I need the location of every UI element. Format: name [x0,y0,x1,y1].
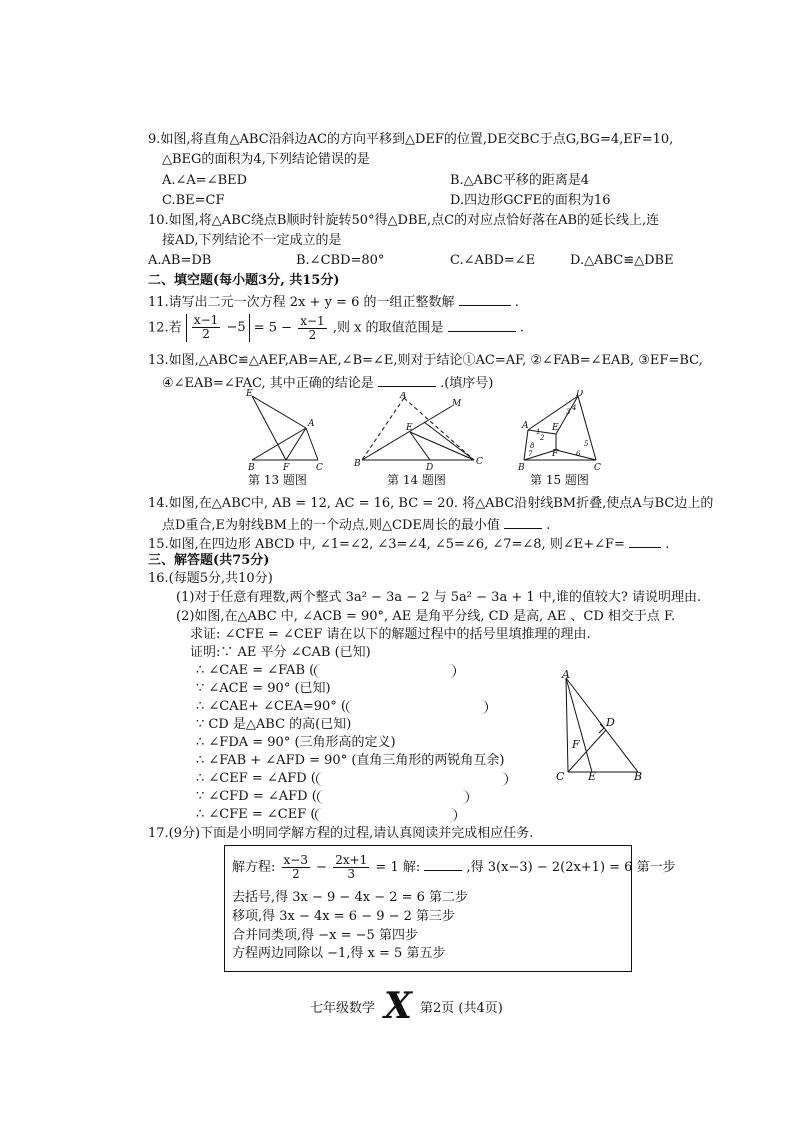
q17-step2: 去括号,得 3x − 9 − 4x − 2 = 6 第二步 [232,890,469,905]
fig14-label-c: C [476,457,483,467]
q16-prove: 求证: ∠CFE = ∠CEF 请在以下的解题过程中的括号里填推理的理由. [190,627,591,642]
q16-proof-line-4-text: ∴ ∠CAE+ ∠CEA=90° ( [196,699,347,714]
fig14-label-a: A [400,392,407,401]
fig14-label-b: B [354,459,361,469]
q17-d2: 3 [347,867,356,881]
q16-proof-line-4 [196,699,488,715]
q14-line2-text: 点D重合,E为射线BM上的一个动点,则△CDE周长的最小值 [162,518,500,533]
q12-fraction-2 [298,315,326,342]
q12-eq: = 5 − [253,320,293,336]
section-2-heading: 二、填空题(每小题3分, 共15分) [148,273,340,288]
figure-13 [240,388,340,472]
q12-minus5: −5 [226,320,246,335]
fig15-label-a: A [522,421,529,431]
figure-15-caption: 第 15 题图 [530,473,589,487]
fig13-label-a: A [308,419,315,429]
q15 [148,535,669,553]
fig15-angle-4: 4 [572,404,577,412]
q16-proof-line-7: ∴ ∠FAB + ∠AFD = 90° (直角三角形的两锐角互余) [196,753,505,768]
q10-option-a: A.AB=DB [148,253,212,268]
q17-step3: 移项,得 3x − 4x = 6 − 9 − 2 第三步 [232,909,456,924]
q13-answer-blank[interactable] [378,374,436,387]
q10-option-b: B.∠CBD=80° [296,253,385,268]
q15-text: 15.如图,在四边形 ABCD 中, ∠1=∠2, ∠3=∠4, ∠5=∠6, ∠7=∠8, 则∠E+∠F= [148,537,625,552]
q16-head: 16.(每题5分,共10分) [148,571,273,586]
q16-reason-blank-1[interactable] [314,664,456,678]
q16-part2: (2)如图,在△ABC 中, ∠ACB = 90°, AE 是角平分线, CD 是高, AE 、CD 相交于点 F. [176,609,676,624]
q14-line2 [162,516,550,534]
q17-step1-mid: = 1 解: [375,860,421,875]
q16-reason-blank-3[interactable] [316,772,508,786]
q9-option-c: C.BE=CF [162,193,225,208]
figure-16 [552,668,652,784]
q9-option-d: D.四边形GCFE的面积为16 [450,193,611,208]
q16-reason-blank-2[interactable] [346,700,488,714]
q16-proof-line-9-text: ∵ ∠CFD = ∠AFD ( [196,789,317,804]
section-3-heading: 三、解答题(共75分) [148,553,270,568]
q17-head: 17.(9分)下面是小明同学解方程的过程,请认真阅读并完成相应任务. [148,826,534,841]
q12-answer-blank[interactable] [448,319,516,332]
fig15-angle-6: 6 [576,450,581,458]
footer-page-number: 第2页 (共4页) [420,1001,503,1016]
q13-line2-text: ④∠EAB=∠FAC, 其中正确的结论是 [162,376,374,391]
q12-pre: 12.若 [148,320,182,336]
q12-den2: 2 [308,327,317,342]
fig15-label-c: C [594,463,601,472]
q17-minus: − [316,860,328,875]
figure-13-caption: 第 13 题图 [248,473,307,487]
q16-reason-blank-5[interactable] [315,808,457,822]
fig15-angle-2: 2 [540,434,545,442]
fig16-label-d: D [606,716,615,729]
q16-proof-line-9 [196,789,469,805]
q17-d1: 2 [291,867,300,881]
q12-den1: 2 [202,327,210,341]
fig14-label-d: D [426,463,434,472]
q17-fraction-1 [282,854,310,881]
q11-text: 11.请写出二元一次方程 2x + y = 6 的一组正整数解 [148,295,455,310]
q16-proof-line-2-text: ∴ ∠CAE = ∠FAB ( [196,663,315,678]
q12-fraction-1 [192,314,220,341]
q15-answer-blank[interactable] [629,535,661,548]
q16-part1: (1)对于任意有理数,两个整式 3a² − 3a − 2 与 5a² − 3a + 1 中,谁的值较大? 请说明理由. [176,590,702,605]
figure-15 [516,390,612,472]
q16-proof-line-1: 证明:∵ AE 平分 ∠CAB (已知) [190,645,371,660]
fig13-label-b: B [248,463,255,472]
q12-abs-value [186,314,250,342]
fig14-label-m: M [452,399,462,409]
q16-proof-line-6: ∴ ∠FDA = 90° (三角形高的定义) [196,735,396,750]
q17-n2: 2x+1 [335,853,368,867]
q9-stem-line2: △BEG的面积为4,下列结论错误的是 [162,152,370,167]
q17-step4: 合并同类项,得 −x = −5 第四步 [232,928,418,943]
q10-option-c: C.∠ABD=∠E [450,253,536,268]
fig15-label-d: D [576,390,584,399]
q16-proof-line-8 [196,771,508,787]
fig16-label-e: E [588,770,597,783]
q16-proof-line-8-text: ∴ ∠CEF = ∠AFD ( [196,771,316,786]
fig16-label-c: C [556,770,565,783]
q17-fraction-2 [333,854,369,881]
q12-end: . [519,320,524,336]
fig16-label-f: F [572,738,580,751]
q11-end: . [514,295,519,310]
q10-stem-line2: 接AD,下列结论不一定成立的是 [162,233,342,248]
fig15-label-b: B [518,463,525,472]
q17-step1-pre: 解方程: [232,860,276,875]
q17-step5: 方程两边同除以 −1,得 x = 5 第五步 [232,946,446,961]
fig15-angle-1: 1 [536,428,541,436]
fig15-angle-3: 3 [566,408,571,416]
fig15-angle-8: 8 [530,442,535,450]
fig15-angle-5: 5 [584,440,589,448]
q12-num1: x−1 [193,313,219,327]
fig16-label-b: B [634,770,643,783]
fig16-label-a: A [562,668,570,681]
footer-left: 七年级数学 [310,1001,376,1016]
q13-line2-end: .(填序号) [440,376,494,391]
figure-14 [352,392,492,472]
q12-post: ,则 x 的取值范围是 [332,320,444,336]
q15-end: . [665,537,670,552]
q16-reason-blank-4[interactable] [317,790,469,804]
q10-stem-line1: 10.如图,将△ABC绕点B顺时针旋转50°得△DBE,点C的对应点恰好落在AB的延长线上,连 [148,213,660,228]
fig13-label-f: F [283,463,290,472]
q14-end: . [546,518,551,533]
q11 [148,293,519,311]
q16-proof-line-10-text: ∴ ∠CFE = ∠CEF ( [196,807,316,822]
q11-answer-blank[interactable] [459,293,511,306]
fig13-label-c: C [316,463,323,472]
fig14-label-e: E [406,423,413,433]
q17-step1-post: ,得 3(x−3) − 2(2x+1) = 6 第一步 [466,860,676,875]
q10-option-d: D.△ABC≌△DBE [570,253,674,268]
q12-num2: x−1 [300,313,325,328]
fig13-label-e: E [246,389,253,399]
q13-line1: 13.如图,△ABC≌△AEF,AB=AE,∠B=∠E,则对于结论①AC=AF, ②∠FAB=∠EAB, ③EF=BC, [148,353,703,368]
fig15-label-f: F [552,449,559,459]
q9-stem-line1: 9.如图,将直角△ABC沿斜边AC的方向平移到△DEF的位置,DE交BC于点G,BG=4,EF=10, [148,132,674,147]
q16-proof-line-2 [196,663,456,679]
q16-proof-line-10 [196,807,457,823]
q17-n1: x−3 [283,853,308,867]
q16-proof-line-3: ∵ ∠ACE = 90° (已知) [196,681,331,696]
q17-step1 [232,854,676,882]
q14-line1: 14.如图,在△ABC中, AB = 12, AC = 16, BC = 20. 将△ABC沿射线BM折叠,使点A与BC边上的 [148,496,714,511]
fig15-label-e: E [552,423,559,433]
q9-option-b: B.△ABC平移的距离是4 [450,173,590,188]
q16-proof-line-5: ∵ CD 是△ABC 的高(已知) [196,717,352,732]
figure-14-caption: 第 14 题图 [387,473,446,487]
q12 [148,314,524,343]
q17-step1-blank[interactable] [424,858,462,871]
footer-x-mark: X [384,985,412,1027]
q9-option-a: A.∠A=∠BED [162,173,248,188]
q14-answer-blank[interactable] [504,516,542,529]
fig15-angle-7: 7 [528,450,533,458]
